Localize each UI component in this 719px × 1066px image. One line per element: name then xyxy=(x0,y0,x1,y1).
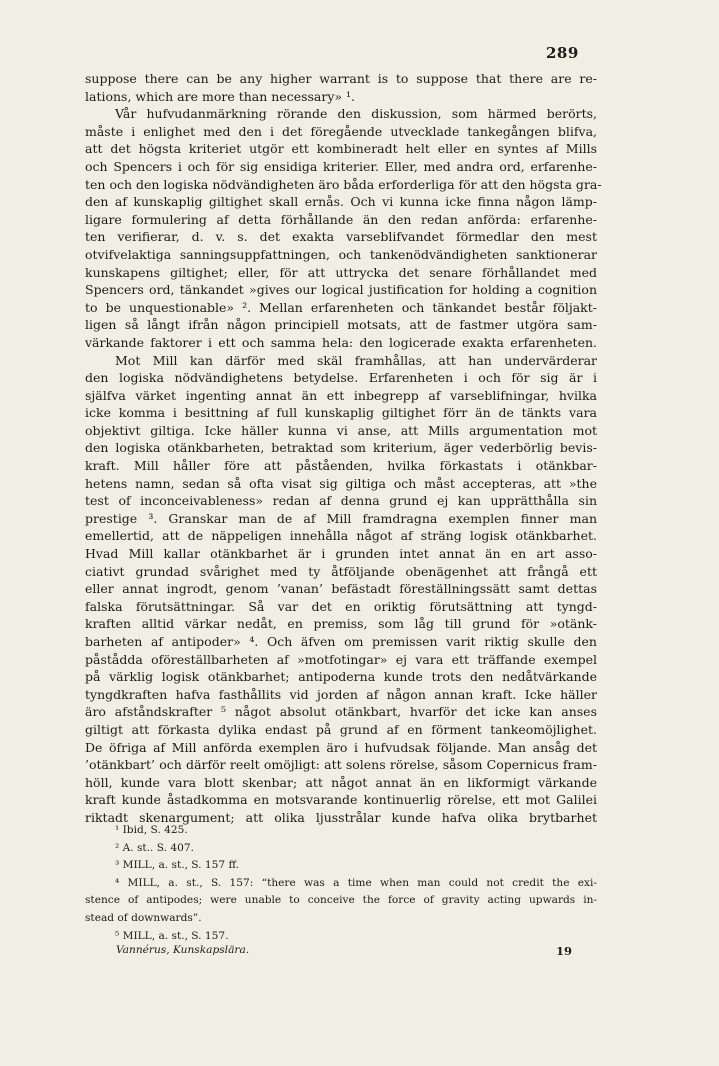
footnote-line: ³ MILL, a. st., S. 157 ff. xyxy=(115,859,240,872)
text-line: emellertid, att de näppeligen innehålla något af sträng logisk otänkbarhet. xyxy=(85,528,597,544)
text-line: Spencers ord, tänkandet »gives our logical justification for holding a cognition xyxy=(85,282,597,298)
text-line: höll, kunde vara blott skenbar; att något annat än en likformigt värkande xyxy=(85,774,597,790)
footnote-line: stead of downwards”. xyxy=(85,911,202,924)
text-line: och Spencers i och för sig ensidiga kriterier. Eller, med andra ord, erfarenhe- xyxy=(85,158,597,174)
text-line: giltigt att förkasta dylika endast på grund af en förment tankeomöjlighet. xyxy=(85,721,597,737)
text-line: själfva värket ingenting annat än ett inbegrepp af varseblifningar, hvilka xyxy=(85,387,597,403)
text-line: ligare formulering af detta förhållande än den redan anförda: erfarenhe- xyxy=(85,211,597,227)
text-line: test of inconceivableness» redan af denna grund ej kan upprätthålla sin xyxy=(85,493,597,509)
text-line: tyngdkraften hafva fasthållits vid jorden af någon annan kraft. Icke häller xyxy=(85,686,597,702)
text-line: värkande faktorer i ett och samma hela: den logicerade exakta erfarenheten. xyxy=(85,334,597,350)
footer-sheet-number: 19 xyxy=(555,944,572,958)
text-line: hetens namn, sedan så ofta visat sig giltiga och måst accepteras, att »the xyxy=(85,475,597,491)
text-line: ligen så långt ifrån någon principiell motsats, att de fastmer utgöra sam- xyxy=(85,317,597,333)
body-text xyxy=(85,70,602,827)
text-line: den logiska otänkbarheten, betraktad som kriterium, äger vederbörlig bevis- xyxy=(85,440,597,456)
text-line: på värklig logisk otänkbarhet; antipoderna kunde trots den nedåtvärkande xyxy=(85,669,597,685)
text-line: suppose there can be any higher warrant is to suppose that there are re- xyxy=(85,71,597,86)
text-line: prestige ³. Granskar man de af Mill framdragna exemplen finner man xyxy=(85,510,597,526)
text-line: måste i enlighet med den i det föregående utvecklade tankegången blifva, xyxy=(85,123,597,139)
text-line: kraften alltid värkar nedåt, en premiss, som låg till grund för »otänk- xyxy=(85,616,597,632)
footnotes xyxy=(85,822,597,945)
text-line: ciativt grundad svårighet med ty åtföljande obenägenhet att frångå ett xyxy=(85,563,597,579)
text-line: lations, which are more than necessary» ¹. xyxy=(85,88,356,104)
text-line: Vår hufvudanmärkning rörande den diskussion, som härmed berörts, xyxy=(115,106,597,122)
text-line: otvifvelaktiga sanningsuppfattningen, och tankenödvändigheten sanktionerar xyxy=(85,246,597,262)
text-line: icke komma i besittning af full kunskaplig giltighet förr än de tänkts vara xyxy=(85,405,597,421)
text-line: ten och den logiska nödvändigheten äro båda erforderliga för att den högsta gra- xyxy=(85,176,602,192)
text-line: Mot Mill kan därför med skäl framhållas, att han undervärderar xyxy=(115,352,597,368)
footnote-line: ¹ Ibid, S. 425. xyxy=(115,824,188,836)
text-line: den af kunskaplig giltighet skall ernås. Och vi kunna icke finna någon lämp- xyxy=(85,194,597,210)
text-line: ’otänkbart’ och därför reelt omöjligt: att solens rörelse, såsom Copernicus fram- xyxy=(85,757,597,773)
text-line: ten verifierar, d. v. s. det exakta varseblifvandet förmedlar den mest xyxy=(85,229,597,245)
text-line: eller annat ingrodt, genom ’vanan’ befästadt föreställningssätt samt dettas xyxy=(85,581,597,597)
footnote-line: ² A. st.. S. 407. xyxy=(115,841,194,854)
text-line: Hvad Mill kallar otänkbarhet är i grunden intet annat än en art asso- xyxy=(85,546,597,562)
footnote-line: ⁵ MILL, a. st., S. 157. xyxy=(115,929,229,942)
text-line: objektivt giltiga. Icke häller kunna vi anse, att Mills argumentation mot xyxy=(85,422,597,438)
text-line: kunskapens giltighet; eller, för att uttrycka det senare förhållandet med xyxy=(85,264,597,280)
text-line: äro afståndskrafter ⁵ något absolut otänkbart, hvarför det icke kan anses xyxy=(85,704,597,720)
text-line: to be unquestionable» ². Mellan erfarenheten och tänkandet består följakt- xyxy=(85,299,597,315)
footnote-line: stence of antipodes; were unable to conceive the force of gravity acting upwards in- xyxy=(85,894,597,907)
text-line: De öfriga af Mill anförda exemplen äro i hufvudsak följande. Man ansåg det xyxy=(85,739,597,755)
footnote-line: ⁴ MILL, a. st., S. 157: “there was a time when man could not credit the exi- xyxy=(115,876,597,889)
page-footer xyxy=(116,944,572,958)
page-number: 289 xyxy=(546,44,579,62)
text-line: den logiska nödvändighetens betydelse. Erfarenheten i och för sig är i xyxy=(85,370,597,386)
text-line: barheten af antipoder» ⁴. Och äfven om premissen varit riktig skulle den xyxy=(85,634,597,649)
text-line: falska förutsättningar. Så var det en oriktig förutsättning att tyngd- xyxy=(85,598,597,614)
text-line: riktadt skenargument; att olika ljusstrålar kunde hafva olika brytbarhet xyxy=(85,809,597,825)
footer-signature: Vannérus, Kunskapslära. xyxy=(116,944,250,956)
text-line: kraft kunde åstadkomma en motsvarande kontinuerlig rörelse, ett mot Galilei xyxy=(85,792,597,808)
text-line: påstådda oföreställbarheten af »motfotingar» ej vara ett träffande exempel xyxy=(85,651,597,667)
text-line: kraft. Mill håller före att påståenden, hvilka förkastats i otänkbar- xyxy=(85,458,597,474)
text-line: att det högsta kriteriet utgör ett kombineradt helt eller en syntes af Mills xyxy=(85,141,597,157)
